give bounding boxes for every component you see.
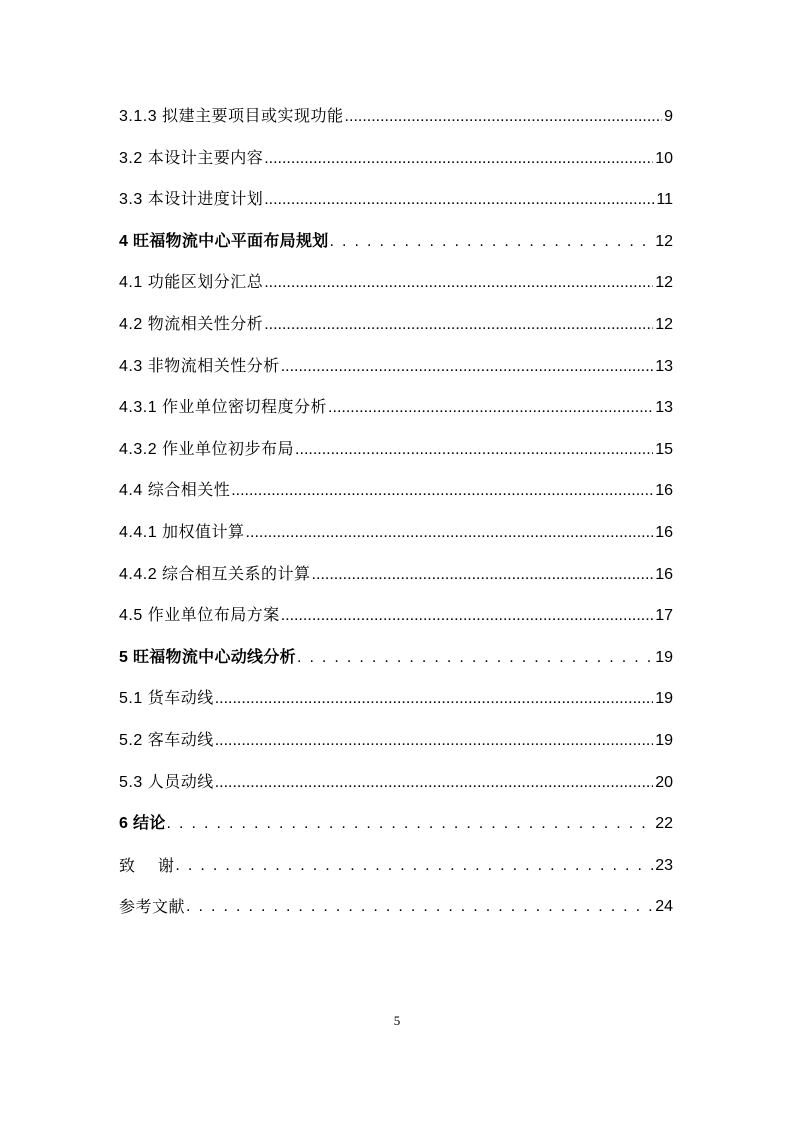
toc-dot-leader (264, 313, 653, 337)
toc-entry-5[interactable] (119, 646, 673, 688)
toc-entry-5-2[interactable] (119, 729, 673, 771)
toc-entry-5-1[interactable] (119, 687, 673, 729)
toc-entry-4-3-2[interactable] (119, 438, 673, 480)
toc-entry-4-3-1[interactable] (119, 396, 673, 438)
toc-entry-label: 5.3 人员动线 (119, 773, 214, 791)
toc-dot-leader (281, 355, 654, 379)
toc-entry-page: 19 (654, 646, 673, 670)
table-of-contents (119, 105, 673, 937)
toc-dot-leader (297, 646, 653, 670)
toc-entry-page: 24 (654, 895, 673, 919)
toc-dot-leader (264, 271, 653, 295)
toc-entry-page: 12 (654, 271, 673, 295)
toc-entry-page: 16 (654, 563, 673, 587)
toc-entry-label: 4.3.2 作业单位初步布局 (119, 440, 295, 458)
toc-entry-label: 5.2 客车动线 (119, 731, 214, 749)
toc-entry-label: 5.1 货车动线 (119, 690, 214, 708)
toc-dot-leader (167, 812, 654, 836)
toc-entry-label: 4.1 功能区划分汇总 (119, 274, 264, 292)
toc-dot-leader (295, 438, 653, 462)
toc-entry-page: 13 (654, 396, 673, 420)
toc-entry-label: 4.3 非物流相关性分析 (119, 357, 280, 375)
toc-dot-leader (264, 147, 653, 171)
toc-entry-page: 22 (654, 812, 673, 836)
toc-entry-label: 3.1.3 拟建主要项目或实现功能 (119, 108, 344, 125)
toc-entry-label: 4.5 作业单位布局方案 (119, 607, 280, 625)
toc-dot-leader (330, 230, 654, 254)
toc-entry-label: 参考文献 (119, 897, 186, 917)
toc-dot-leader (215, 771, 654, 795)
toc-entry-page: 15 (654, 438, 673, 462)
toc-entry-3-3[interactable] (119, 188, 673, 230)
toc-entry-label: 4.4.1 加权值计算 (119, 523, 245, 541)
page-number: 5 (393, 1013, 401, 1028)
toc-entry-label: 4.2 物流相关性分析 (119, 315, 264, 333)
toc-entry-label: 4.4.2 综合相互关系的计算 (119, 565, 311, 583)
toc-entry-label: 3.2 本设计主要内容 (119, 149, 264, 167)
toc-entry-4-1[interactable] (119, 271, 673, 313)
toc-entry-page: 20 (654, 771, 673, 795)
toc-entry-3-1-3[interactable] (119, 105, 673, 147)
toc-dot-leader (215, 729, 654, 753)
toc-entry-3-2[interactable] (119, 147, 673, 189)
toc-entry-label: 致 谢 (119, 855, 175, 875)
toc-entry-6[interactable] (119, 812, 673, 854)
toc-entry-4[interactable] (119, 230, 673, 272)
toc-entry-4-4-2[interactable] (119, 563, 673, 605)
toc-entry-page: 17 (654, 604, 673, 628)
toc-entry-page: 19 (654, 729, 673, 753)
toc-entry-4-4-1[interactable] (119, 521, 673, 563)
toc-dot-leader (246, 521, 654, 545)
toc-entry-page: 13 (654, 355, 673, 379)
toc-dot-leader (281, 604, 654, 628)
toc-entry-label: 5 旺福物流中心动线分析 (119, 648, 296, 666)
toc-entry-page: 16 (654, 479, 673, 503)
toc-entry-page: 11 (655, 188, 673, 212)
toc-entry-label: 3.3 本设计进度计划 (119, 191, 264, 209)
toc-entry-4-5[interactable] (119, 604, 673, 646)
toc-entry-page: 10 (654, 147, 673, 171)
toc-dot-leader (345, 105, 663, 129)
toc-entry-page: 16 (654, 521, 673, 545)
toc-dot-leader (215, 687, 654, 711)
toc-entry-label: 4 旺福物流中心平面布局规划 (119, 232, 329, 250)
toc-dot-leader (186, 895, 653, 919)
toc-dot-leader (175, 854, 653, 878)
toc-dot-leader (231, 479, 653, 503)
toc-entry-label: 6 结论 (119, 815, 166, 833)
toc-entry-page: 12 (654, 230, 673, 254)
toc-entry-label: 4.3.1 作业单位密切程度分析 (119, 399, 328, 417)
toc-entry-acknowledgements[interactable] (119, 854, 673, 896)
toc-entry-page: 19 (654, 687, 673, 711)
toc-entry-page: 12 (654, 313, 673, 337)
toc-entry-page: 23 (654, 854, 673, 878)
toc-entry-page: 9 (663, 105, 673, 129)
toc-entry-label: 4.4 综合相关性 (119, 482, 231, 500)
toc-dot-leader (328, 396, 653, 420)
toc-entry-5-3[interactable] (119, 771, 673, 813)
toc-dot-leader (264, 188, 654, 212)
toc-entry-4-2[interactable] (119, 313, 673, 355)
toc-entry-references[interactable] (119, 895, 673, 937)
toc-entry-4-4[interactable] (119, 479, 673, 521)
toc-entry-4-3[interactable] (119, 355, 673, 397)
toc-dot-leader (312, 563, 654, 587)
